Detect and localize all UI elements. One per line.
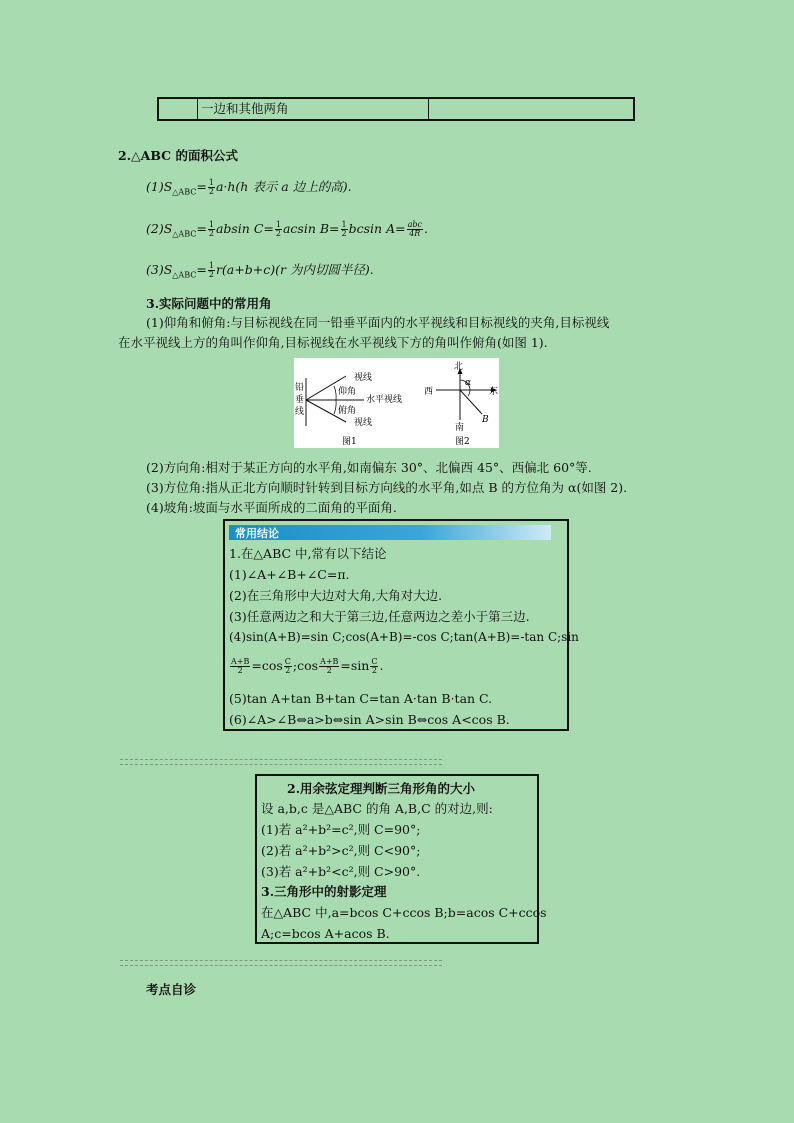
cosine-line-1: 2.用余弦定理判断三角形角的大小 bbox=[287, 781, 476, 796]
angle-figure bbox=[294, 358, 499, 448]
elevation-arc bbox=[334, 386, 336, 400]
depression-arc bbox=[334, 400, 336, 414]
cosine-line-4: (2)若 a²+b²>c²,则 C<90°; bbox=[261, 843, 421, 858]
vertical-label-3: 线 bbox=[295, 407, 305, 417]
top-table bbox=[157, 97, 635, 121]
conclusion-line-5: (4)sin(A+B)=sin C;cos(A+B)=-cos C;tan(A+B)=-tan C;sin bbox=[229, 630, 579, 644]
fig2-caption: 图2 bbox=[455, 437, 470, 447]
conclusions-title: 常用结论 bbox=[235, 527, 279, 540]
vertical-label-2: 垂 bbox=[295, 395, 305, 405]
area-formula-3: $(3)S_{\triangle ABC}=$ $\frac{1}{2}$ r(a+b+c)(r 为内切圆半径). bbox=[146, 261, 374, 280]
dashed-divider-2 bbox=[120, 960, 442, 966]
conclusion-line-3: (2)在三角形中大边对大角,大角对大边. bbox=[229, 588, 443, 603]
cosine-box bbox=[255, 774, 547, 944]
conclusion-line-2: (1)∠A+∠B+∠C=π. bbox=[229, 567, 350, 582]
conclusion-line-8: (6)∠A>∠B⇔a>b⇔sin A>sin B⇔cos A<cos B. bbox=[229, 712, 510, 727]
dashed-divider-1 bbox=[120, 759, 442, 765]
table-cell-empty bbox=[159, 99, 198, 119]
south-label: 南 bbox=[455, 423, 465, 433]
cosine-line-6: 3.三角形中的射影定理 bbox=[261, 884, 387, 899]
cosine-line-8: A;c=bcos A+acos B. bbox=[261, 926, 390, 941]
area-formula-2: $(2)S_{\triangle ABC}=$ $\frac{1}{2}$ absin C= $\frac{1}{2}$ acsin B= $\frac{1}{2}$ bcsin A= $\frac{\text{abc}}{4R}$ . bbox=[146, 220, 428, 239]
half-fraction: $\frac{1}{2}$ bbox=[208, 178, 214, 196]
conclusions-box bbox=[223, 519, 579, 731]
bearing-line bbox=[460, 390, 482, 414]
angles-heading: 3.实际问题中的常用角 bbox=[146, 296, 272, 311]
angles-p4: (4)坡角:坡面与水平面所成的二面角的平面角. bbox=[146, 500, 397, 515]
alpha-label: α bbox=[465, 378, 472, 388]
cosine-line-2: 设 a,b,c 是△ABC 的角 A,B,C 的对边,则: bbox=[261, 801, 493, 816]
cosine-line-5: (3)若 a²+b²<c²,则 C>90°. bbox=[261, 864, 421, 879]
fig1-caption: 图1 bbox=[342, 437, 357, 447]
sight-up-label: 视线 bbox=[354, 373, 373, 383]
east-label: 东 bbox=[489, 387, 499, 397]
conclusion-line-1: 1.在△ABC 中,常有以下结论 bbox=[229, 546, 387, 561]
point-b-label: B bbox=[482, 415, 489, 425]
west-label: 西 bbox=[424, 387, 434, 397]
cosine-line-3: (1)若 a²+b²=c²,则 C=90°; bbox=[261, 822, 421, 837]
figure-svg bbox=[294, 358, 499, 448]
area-heading: 2.△ABC 的面积公式 bbox=[118, 148, 238, 163]
conclusions-title-bar bbox=[229, 525, 551, 540]
table-cell-text: 一边和其他两角 bbox=[197, 99, 429, 119]
area-formula-1: $(1)S_{\triangle ABC}=$ $\frac{1}{2}$ a·h(h 表示 a 边上的高). bbox=[146, 178, 352, 197]
footer-label: 考点自诊 bbox=[146, 982, 197, 997]
elevation-label: 仰角 bbox=[338, 387, 357, 397]
horizontal-label: 水平视线 bbox=[366, 395, 403, 405]
angles-p2: (2)方向角:相对于某正方向的水平角,如南偏东 30°、北偏西 45°、西偏北 60°等. bbox=[146, 460, 592, 475]
conclusion-line-4: (3)任意两边之和大于第三边,任意两边之差小于第三边. bbox=[229, 609, 530, 624]
angles-p3: (3)方位角:指从正北方向顺时针转到目标方向线的水平角,如点 B 的方位角为 α(如图 2). bbox=[146, 480, 628, 495]
abc-fraction: $\frac{\text{abc}}{4R}$ bbox=[407, 220, 422, 238]
cosine-line-7: 在△ABC 中,a=bcos C+ccos B;b=acos C+ccos bbox=[261, 905, 547, 920]
depression-label: 俯角 bbox=[338, 406, 357, 416]
north-label: 北 bbox=[454, 362, 464, 372]
angles-p1-line2: 在水平视线上方的角叫作仰角,目标视线在水平视线下方的角叫作俯角(如图 1). bbox=[118, 335, 548, 350]
vertical-label-1: 铅 bbox=[295, 383, 305, 393]
conclusion-line-6: $\frac{A+B}{2}$ =cos $\frac{C}{2}$ ;cos $\frac{A+B}{2}$ =sin $\frac{C}{2}$ . bbox=[231, 657, 384, 675]
sight-down-label: 视线 bbox=[354, 418, 373, 428]
angles-p1-line1: (1)仰角和俯角:与目标视线在同一铅垂平面内的水平视线和目标视线的夹角,目标视线 bbox=[146, 315, 610, 330]
conclusion-line-7: (5)tan A+tan B+tan C=tan A·tan B·tan C. bbox=[229, 691, 493, 706]
